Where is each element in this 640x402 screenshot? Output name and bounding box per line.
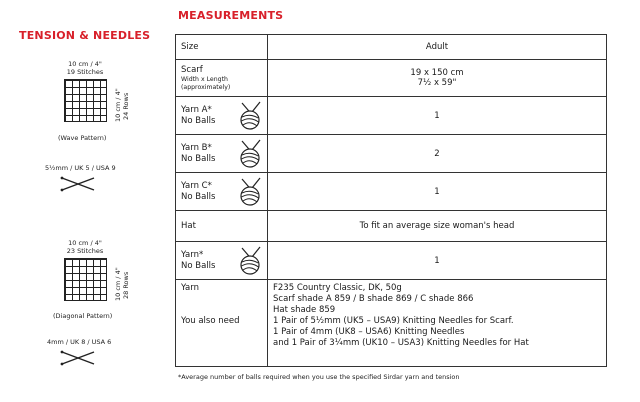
yarn-c-value: 1 xyxy=(268,173,607,211)
yarn-a-label: Yarn A* xyxy=(181,104,212,115)
diagonal-grid xyxy=(64,258,107,301)
yarn-value: 1 xyxy=(268,242,607,280)
scarf-value-cm: 19 x 150 cm xyxy=(410,68,464,78)
yarn-b-label: Yarn B* xyxy=(181,142,212,153)
yarn-balls-label: No Balls xyxy=(181,260,216,271)
diagonal-needle-size: 4mm / UK 8 / USA 6 xyxy=(47,338,112,346)
yarn-b-label-cell xyxy=(176,135,268,173)
footnote: *Average number of balls required when you use the specified Sirdar yarn and tension xyxy=(178,373,460,381)
yarn-label: Yarn* xyxy=(181,249,204,260)
wave-needle-size: 5½mm / UK 5 / USA 9 xyxy=(45,164,116,172)
info-row xyxy=(176,280,607,367)
size-label: Size xyxy=(176,35,268,60)
wave-height: 10 cm / 4" xyxy=(114,88,122,122)
size-value: Adult xyxy=(268,35,607,60)
yarn-b-balls-label: No Balls xyxy=(181,153,216,164)
hat-row xyxy=(176,211,607,242)
yarn-ball-icon xyxy=(236,101,264,131)
wave-caption: (Wave Pattern) xyxy=(58,134,107,142)
yarn-c-row xyxy=(176,173,607,211)
scarf-value-in: 7½ x 59" xyxy=(417,78,457,88)
size-row xyxy=(176,35,607,60)
yarn-c-label: Yarn C* xyxy=(181,180,212,191)
diagonal-rows: 28 Rows xyxy=(122,271,130,299)
yarn-label-cell xyxy=(176,242,268,280)
yarn-a-value: 1 xyxy=(268,97,607,135)
yarn-c-label-cell xyxy=(176,173,268,211)
yarn-b-value: 2 xyxy=(268,135,607,173)
measurements-heading: MEASUREMENTS xyxy=(178,9,284,22)
yarn-a-label-cell xyxy=(176,97,268,135)
crossed-needles-icon xyxy=(60,176,96,192)
diagonal-stitches: 23 Stitches xyxy=(66,247,104,255)
info-line-6: and 1 Pair of 3¼mm (UK10 – USA3) Knitting Needles for Hat xyxy=(273,338,529,348)
scarf-approx-label: (approximately) xyxy=(181,83,231,91)
crossed-needles-icon xyxy=(60,350,96,366)
yarn-c-balls-label: No Balls xyxy=(181,191,216,202)
hat-label: Hat xyxy=(176,211,268,242)
scarf-label-cell xyxy=(176,60,268,97)
info-line-3: Hat shade 859 xyxy=(273,305,336,315)
yarn-a-balls-label: No Balls xyxy=(181,115,216,126)
diagonal-height: 10 cm / 4" xyxy=(114,267,122,301)
diagonal-width: 10 cm / 4" xyxy=(68,239,102,247)
wave-stitches: 19 Stitches xyxy=(66,68,104,76)
yarn-b-row xyxy=(176,135,607,173)
info-line-4: 1 Pair of 5½mm (UK5 – USA9) Knitting Needles for Scarf. xyxy=(273,316,514,326)
scarf-dimension-label: Width x Length xyxy=(181,76,228,83)
info-value-cell xyxy=(268,280,607,367)
info-line-1: F235 Country Classic, DK, 50g xyxy=(273,283,402,293)
yarn-ball-icon xyxy=(236,177,264,207)
yarn-ball-icon xyxy=(236,246,264,276)
scarf-value-cell xyxy=(268,60,607,97)
yarn-a-row xyxy=(176,97,607,135)
hat-value: To fit an average size woman's head xyxy=(268,211,607,242)
info-line-2: Scarf shade A 859 / B shade 869 / C shade 866 xyxy=(273,294,474,304)
info-yarn-label: Yarn xyxy=(181,283,199,293)
info-label-cell xyxy=(176,280,268,367)
wave-width: 10 cm / 4" xyxy=(68,60,102,68)
yarn-row xyxy=(176,242,607,280)
measurements-table xyxy=(175,34,607,367)
diagonal-caption: (Diagonal Pattern) xyxy=(53,312,113,320)
wave-rows: 24 Rows xyxy=(122,92,130,120)
yarn-ball-icon xyxy=(236,139,264,169)
tension-needles-heading: TENSION & NEEDLES xyxy=(19,29,151,42)
info-need-label: You also need xyxy=(181,316,240,326)
info-line-5: 1 Pair of 4mm (UK8 – USA6) Knitting Needles xyxy=(273,327,465,337)
wave-grid xyxy=(64,79,107,122)
scarf-row xyxy=(176,60,607,97)
scarf-label: Scarf xyxy=(181,65,203,75)
